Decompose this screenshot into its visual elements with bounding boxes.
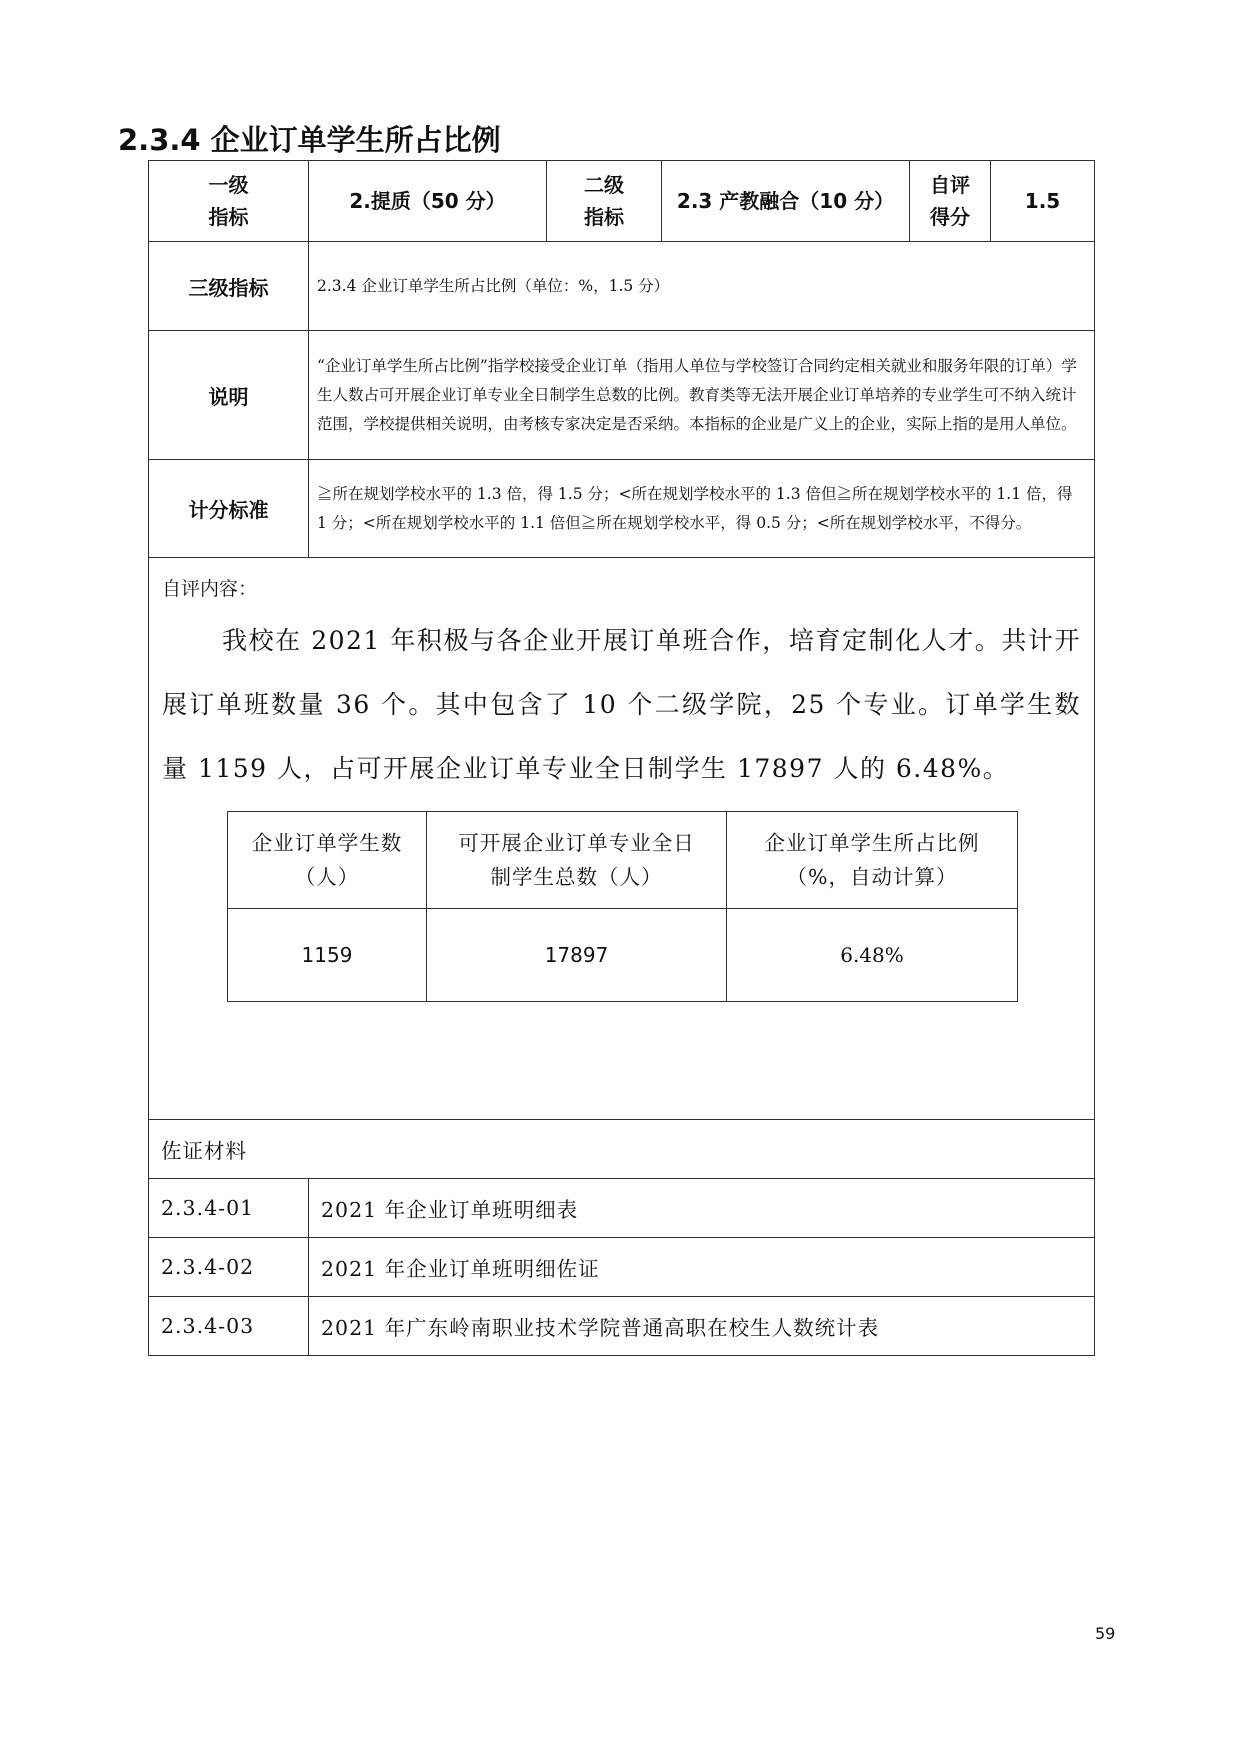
stats-table bbox=[227, 811, 1018, 1002]
self-eval-row bbox=[149, 558, 1095, 1120]
stats-header-row bbox=[228, 812, 1018, 909]
stats-value-total: 17897 bbox=[427, 909, 727, 1002]
stats-header-ratio: 企业订单学生所占比例 （%，自动计算） bbox=[727, 812, 1018, 909]
description-text: “企业订单学生所占比例”指学校接受企业订单（指用人单位与学校签订合同约定相关就业和服务年限的订单）学生人数占可开展企业订单专业全日制学生总数的比例。教育类等无法开展企业订单培养的专业学生可不纳入统计范围，学校提供相关说明，由考核专家决定是否采纳。本指标的企业是广义上的企业，实际上指的是用人单位。 bbox=[309, 331, 1095, 460]
evidence-name: 2021 年企业订单班明细表 bbox=[309, 1179, 1095, 1238]
section-title: 2.3.4 企业订单学生所占比例 bbox=[118, 123, 501, 157]
stats-header-total: 可开展企业订单专业全日 制学生总数（人） bbox=[427, 812, 727, 909]
evidence-code: 2.3.4-03 bbox=[149, 1297, 309, 1356]
stats-header-orders: 企业订单学生数 （人） bbox=[228, 812, 427, 909]
evidence-label: 佐证材料 bbox=[149, 1120, 1095, 1179]
level1-label: 一级 指标 bbox=[149, 161, 309, 242]
description-label: 说明 bbox=[149, 331, 309, 460]
evidence-name: 2021 年企业订单班明细佐证 bbox=[309, 1238, 1095, 1297]
level3-row bbox=[149, 242, 1095, 331]
page-number: 59 bbox=[1095, 1624, 1116, 1643]
evidence-row bbox=[149, 1179, 1095, 1238]
score-label: 自评 得分 bbox=[910, 161, 991, 242]
evidence-name: 2021 年广东岭南职业技术学院普通高职在校生人数统计表 bbox=[309, 1297, 1095, 1356]
stats-value-row bbox=[228, 909, 1018, 1002]
indicator-table bbox=[148, 160, 1095, 1356]
level2-value: 2.3 产教融合（10 分） bbox=[662, 161, 910, 242]
evidence-row bbox=[149, 1238, 1095, 1297]
evidence-row bbox=[149, 1297, 1095, 1356]
self-eval-paragraph: 我校在 2021 年积极与各企业开展订单班合作，培育定制化人才。共计开展订单班数量 36 个。其中包含了 10 个二级学院，25 个专业。订单学生数量 1159 人，占可开展企业订单专业全日制学生 17897 人的 6.48%。 bbox=[162, 626, 1081, 783]
scoring-label: 计分标准 bbox=[149, 460, 309, 558]
stats-value-orders: 1159 bbox=[228, 909, 427, 1002]
score-value: 1.5 bbox=[991, 161, 1095, 242]
header-row bbox=[149, 161, 1095, 242]
scoring-text: ≧所在规划学校水平的 1.3 倍，得 1.5 分；<所在规划学校水平的 1.3 倍但≧所在规划学校水平的 1.1 倍，得 1 分；<所在规划学校水平的 1.1 倍但≧所在规划学校水平，得 0.5 分；<所在规划学校水平，不得分。 bbox=[309, 460, 1095, 558]
self-eval-label: 自评内容： bbox=[162, 578, 258, 600]
level2-label: 二级 指标 bbox=[547, 161, 662, 242]
self-eval-cell bbox=[149, 558, 1095, 1120]
stats-value-ratio: 6.48% bbox=[727, 909, 1018, 1002]
level1-value: 2.提质（50 分） bbox=[309, 161, 547, 242]
level3-label: 三级指标 bbox=[149, 242, 309, 331]
scoring-row bbox=[149, 460, 1095, 558]
evidence-code: 2.3.4-01 bbox=[149, 1179, 309, 1238]
description-row bbox=[149, 331, 1095, 460]
evidence-code: 2.3.4-02 bbox=[149, 1238, 309, 1297]
evidence-header-row bbox=[149, 1120, 1095, 1179]
level3-value: 2.3.4 企业订单学生所占比例（单位：%，1.5 分） bbox=[309, 242, 1095, 331]
